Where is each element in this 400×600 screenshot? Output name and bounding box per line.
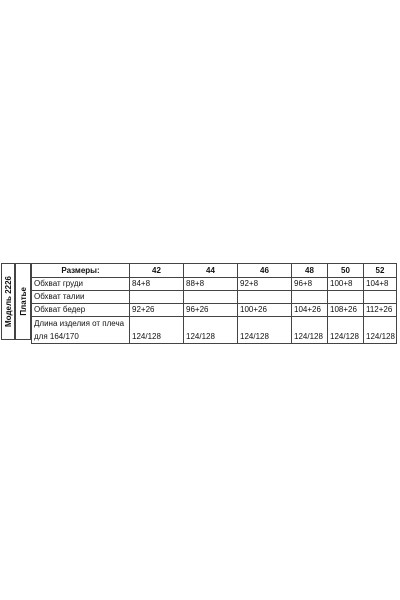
table-cell: 112+26 <box>364 304 397 317</box>
table-cell <box>130 291 184 304</box>
table-cell <box>364 291 397 304</box>
table-row <box>32 317 397 344</box>
product-type-label: Платье <box>18 287 28 316</box>
row-label: Обхват груди <box>32 278 130 291</box>
size-table <box>31 263 397 344</box>
table-cell: 124/128 <box>238 317 292 344</box>
table-cell: 124/128 <box>364 317 397 344</box>
row-label: Обхват талии <box>32 291 130 304</box>
header-label: Размеры: <box>32 264 130 278</box>
size-header: 46 <box>238 264 292 278</box>
table-cell: 96+8 <box>292 278 328 291</box>
size-header: 48 <box>292 264 328 278</box>
row-label-line: для 164/170 <box>34 332 79 341</box>
size-header: 52 <box>364 264 397 278</box>
table-cell: 92+26 <box>130 304 184 317</box>
model-label-cell <box>1 263 15 340</box>
table-cell <box>184 291 238 304</box>
table-row <box>32 304 397 317</box>
table-cell: 96+26 <box>184 304 238 317</box>
table-row <box>32 291 397 304</box>
size-header: 44 <box>184 264 238 278</box>
table-cell: 124/128 <box>328 317 364 344</box>
row-label-line: Длина изделия от плеча <box>34 319 125 328</box>
size-header: 50 <box>328 264 364 278</box>
row-label: Обхват бедер <box>32 304 130 317</box>
table-cell: 124/128 <box>184 317 238 344</box>
table-cell: 100+8 <box>328 278 364 291</box>
table-cell: 88+8 <box>184 278 238 291</box>
table-cell: 104+8 <box>364 278 397 291</box>
size-header: 42 <box>130 264 184 278</box>
table-cell: 104+26 <box>292 304 328 317</box>
table-cell: 124/128 <box>292 317 328 344</box>
row-label <box>32 317 130 344</box>
product-type-cell <box>15 263 31 340</box>
table-cell: 124/128 <box>130 317 184 344</box>
table-cell: 84+8 <box>130 278 184 291</box>
table-cell <box>328 291 364 304</box>
table-cell: 100+26 <box>238 304 292 317</box>
model-label: Модель 2226 <box>3 276 13 327</box>
table-header-row <box>32 264 397 278</box>
table-cell <box>292 291 328 304</box>
table-row <box>32 278 397 291</box>
table-cell <box>238 291 292 304</box>
table-cell: 108+26 <box>328 304 364 317</box>
table-cell: 92+8 <box>238 278 292 291</box>
